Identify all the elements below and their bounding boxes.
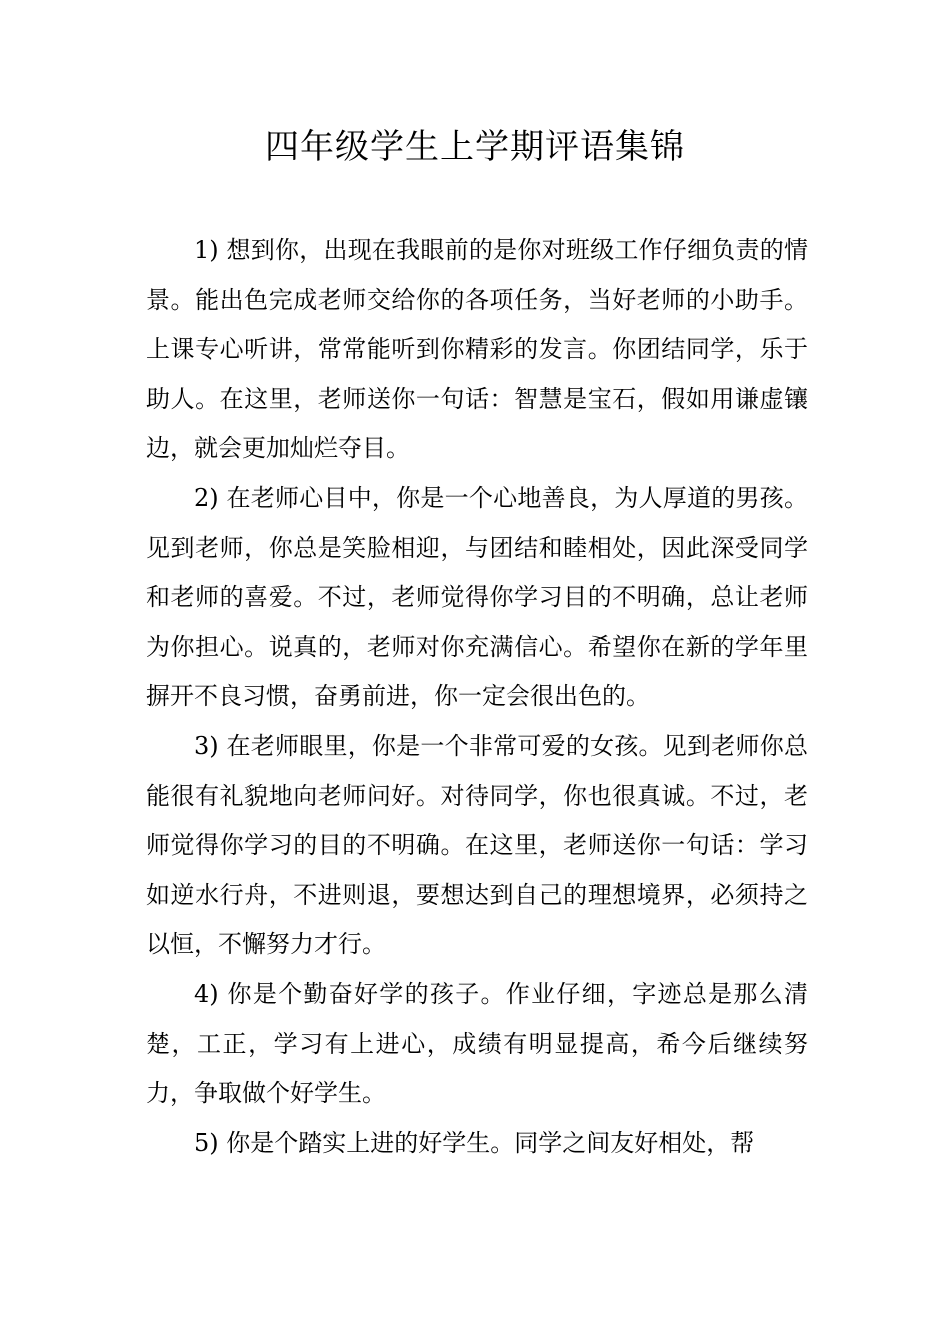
document-body	[146, 226, 808, 1168]
paragraph-comment-4: 4) 你是个勤奋好学的孩子。作业仔细，字迹总是那么清楚，工正，学习有上进心，成绩有明显提高，希今后继续努力，争取做个好学生。	[146, 979, 808, 1108]
paragraph-comment-2: 2) 在老师心目中，你是一个心地善良，为人厚道的男孩。见到老师，你总是笑脸相迎，与团结和睦相处，因此深受同学和老师的喜爱。不过，老师觉得你学习目的不明确，总让老师为你担心。说真的，老师对你充满信心。希望你在新的学年里摒开不良习惯，奋勇前进，你一定会很出色的。	[146, 483, 808, 711]
paragraph-comment-3: 3) 在老师眼里，你是一个非常可爱的女孩。见到老师你总能很有礼貌地向老师问好。对待同学，你也很真诚。不过，老师觉得你学习的目的不明确。在这里，老师送你一句话：学习如逆水行舟，不进则退，要想达到自己的理想境界，必须持之以恒，不懈努力才行。	[146, 731, 808, 959]
page-title: 四年级学生上学期评语集锦	[265, 127, 685, 167]
paragraph-comment-1: 1) 想到你，出现在我眼前的是你对班级工作仔细负责的情景。能出色完成老师交给你的各项任务，当好老师的小助手。上课专心听讲，常常能听到你精彩的发言。你团结同学，乐于助人。在这里，老师送你一句话：智慧是宝石，假如用谦虚镶边，就会更加灿烂夺目。	[146, 236, 808, 463]
paragraph-comment-5: 5) 你是个踏实上进的好学生。同学之间友好相处，帮	[194, 1128, 755, 1157]
